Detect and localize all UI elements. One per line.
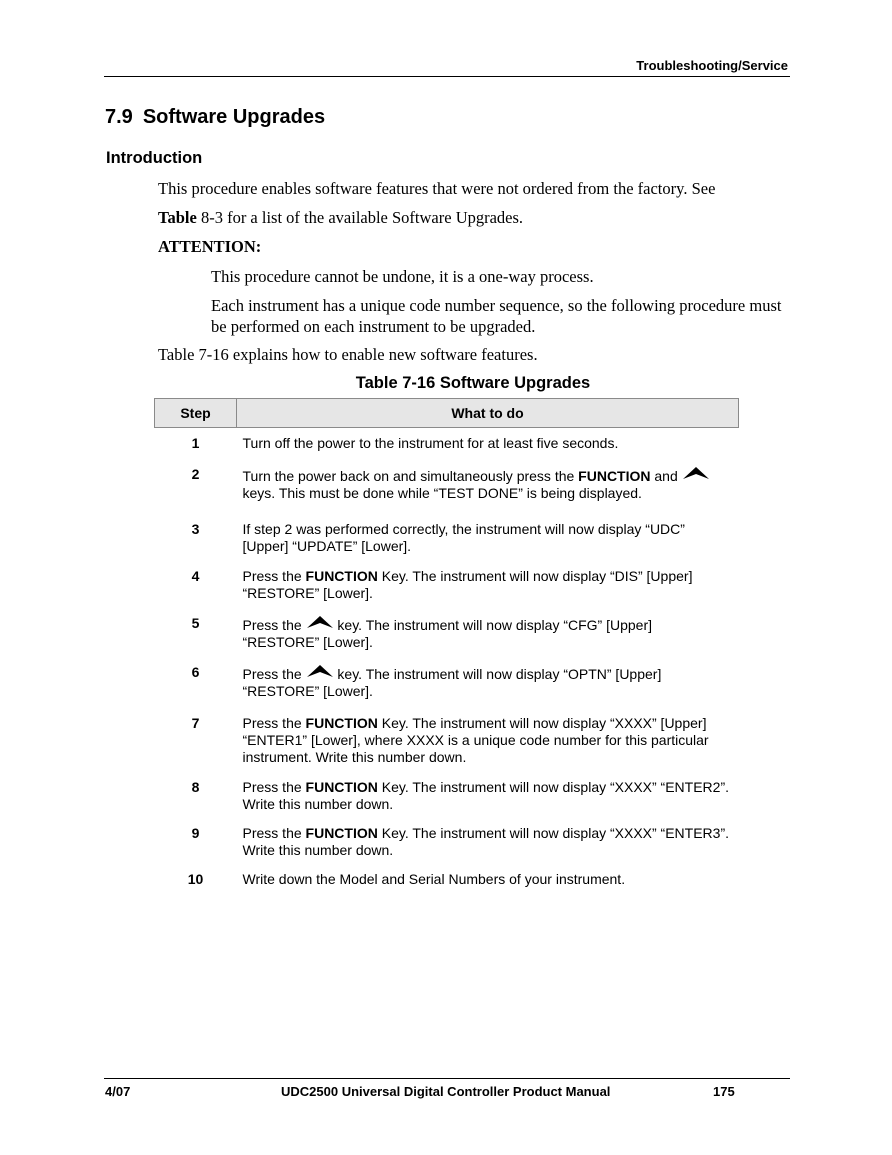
step-text (237, 613, 739, 662)
table-row (155, 564, 739, 613)
step-number: 1 (191, 435, 200, 451)
step-text-part: Press the (242, 617, 306, 633)
step-text-part: Press the (242, 715, 306, 731)
step-number: 8 (191, 779, 200, 795)
step-text-part: Turn the power back on and simultaneously press the (242, 468, 579, 484)
intro-line-2 (158, 208, 523, 228)
step-text (237, 662, 739, 712)
header-rule (104, 76, 790, 77)
table-ref-bold: Table (158, 208, 197, 227)
section-number: 7.9 (105, 106, 133, 128)
function-key-label: FUNCTION (305, 568, 378, 584)
function-key-label: FUNCTION (578, 468, 651, 484)
up-arrow-key-icon (306, 664, 334, 678)
step-number: 9 (191, 825, 200, 841)
up-arrow-key-icon (306, 615, 334, 629)
introduction-heading: Introduction (106, 149, 203, 167)
up-arrow-key-icon (682, 466, 710, 480)
step-text-part: keys. This must be done while “TEST DONE” is being displayed. (242, 485, 642, 501)
step-number: 7 (191, 715, 200, 731)
step-text (237, 517, 739, 564)
table-row (155, 867, 739, 895)
function-key-label: FUNCTION (305, 825, 378, 841)
step-number: 4 (191, 568, 200, 584)
attention-paragraph-2: Each instrument has a unique code number sequence, so the following procedure must be performed on each instrument to be upgraded. (211, 296, 782, 336)
step-number: 2 (191, 466, 200, 482)
column-header-what-to-do: What to do (237, 399, 739, 428)
table-row (155, 775, 739, 821)
footer-date: 4/07 (105, 1084, 131, 1099)
step-text-part: “RESTORE” [Lower]. (242, 634, 373, 650)
footer-title: UDC2500 Universal Digital Controller Product Manual (281, 1084, 611, 1099)
step-text-part: Key. The instrument will now display “DIS” [Upper] “RESTORE” [Lower]. (242, 568, 693, 601)
step-text (237, 461, 739, 517)
step-text-part: Press the (242, 568, 306, 584)
section-title-text: Software Upgrades (142, 106, 326, 128)
step-text (237, 821, 739, 867)
step-text-part: If step 2 was performed correctly, the instrument will now display “UDC” [Upper] “UPDATE” [Lower]. (242, 521, 685, 554)
table-row (155, 613, 739, 662)
table-caption: Table 7-16 Software Upgrades (355, 374, 591, 392)
step-text-part: Write down the Model and Serial Numbers of your instrument. (242, 871, 626, 887)
step-text-part: Key. The instrument will now display “XXXX” [Upper] “ENTER1” [Lower], where XXXX is a unique code number for this particular instrument. Write this number down. (242, 715, 709, 765)
table-header-row (155, 399, 739, 428)
step-text-part: Press the (242, 666, 306, 682)
section-title (105, 106, 325, 129)
table-row (155, 517, 739, 564)
step-number: 5 (191, 615, 200, 631)
step-text (237, 564, 739, 613)
table-reference-line: Table 7-16 explains how to enable new software features. (158, 345, 538, 364)
step-text-part: and (650, 468, 682, 484)
attention-label: ATTENTION: (158, 237, 262, 256)
step-text-part: Key. The instrument will now display “XXXX” “ENTER2”. Write this number down. (242, 779, 730, 812)
table-row (155, 428, 739, 462)
step-text-part: Press the (242, 825, 306, 841)
step-text (237, 775, 739, 821)
attention-paragraph-1: This procedure cannot be undone, it is a one-way process. (211, 267, 594, 286)
footer-rule (104, 1078, 790, 1079)
step-text-part: key. The instrument will now display “CFG” [Upper] (333, 617, 653, 633)
step-text-part: Key. The instrument will now display “XXXX” “ENTER3”. Write this number down. (242, 825, 730, 858)
intro-line-2-text: 8-3 for a list of the available Software Upgrades. (196, 208, 524, 227)
column-header-step: Step (155, 399, 237, 428)
step-text (237, 428, 739, 462)
step-text-part: key. The instrument will now display “OPTN” [Upper] (333, 666, 662, 682)
step-text-part: “RESTORE” [Lower]. (242, 683, 373, 699)
table-row (155, 461, 739, 517)
table-row (155, 821, 739, 867)
step-text (237, 867, 739, 895)
function-key-label: FUNCTION (305, 779, 378, 795)
table-row (155, 662, 739, 712)
running-header: Troubleshooting/Service (636, 58, 788, 73)
step-text (237, 712, 739, 775)
step-text-part: Turn off the power to the instrument for at least five seconds. (242, 435, 619, 451)
software-upgrades-table (154, 398, 739, 895)
step-text-part: Press the (242, 779, 306, 795)
table-row (155, 712, 739, 775)
function-key-label: FUNCTION (305, 715, 378, 731)
page-number: 175 (713, 1084, 735, 1099)
intro-line-1: This procedure enables software features that were not ordered from the factory. See (158, 179, 716, 198)
step-number: 3 (191, 521, 200, 537)
step-number: 10 (187, 871, 204, 887)
step-number: 6 (191, 664, 200, 680)
